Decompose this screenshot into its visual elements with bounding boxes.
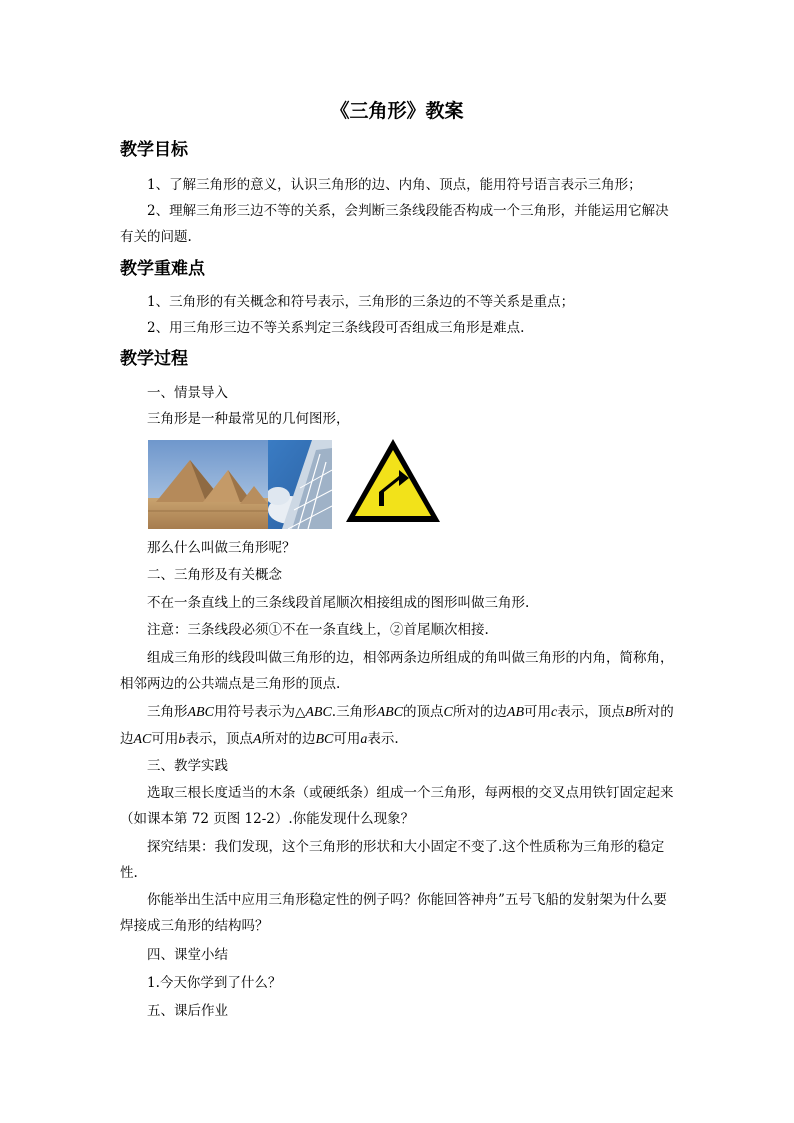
- part1-title: 一、情景导入: [147, 385, 228, 401]
- heading-key-points: 教学重难点: [120, 259, 205, 279]
- part4-item: 1.今天你学到了什么？: [147, 975, 282, 991]
- key-point-item-1: 1、三角形的有关概念和符号表示，三角形的三条边的不等关系是重点；: [147, 294, 575, 310]
- part2-definition: 不在一条直线上的三条线段首尾顺次相接组成的图形叫做三角形.: [147, 595, 530, 611]
- part2-title: 二、三角形及有关概念: [147, 567, 282, 583]
- part4-title: 四、课堂小结: [147, 947, 228, 963]
- document-title: 《三角形》教案: [330, 100, 464, 122]
- pyramids-photo: [148, 440, 270, 529]
- part3-question: 你能举出生活中应用三角形稳定性的例子吗？你能回答神舟”五号飞船的发射架为什么要焊接成三角形的结构吗？: [120, 892, 667, 934]
- heading-process: 教学过程: [120, 349, 188, 369]
- objective-item-2: 2、理解三角形三边不等的关系，会判断三条线段能否构成一个三角形，并能运用它解决有关的问题.: [120, 203, 669, 245]
- key-point-item-2: 2、用三角形三边不等关系判定三条线段可否组成三角形是难点.: [147, 320, 525, 336]
- glass-building-photo: [268, 440, 332, 529]
- part2-terms: 组成三角形的线段叫做三角形的边，相邻两条边所组成的角叫做三角形的内角，简称角，相邻两边的公共端点是三角形的顶点.: [120, 650, 674, 692]
- objective-item-1: 1、了解三角形的意义，认识三角形的边、内角、顶点，能用符号语言表示三角形；: [147, 177, 642, 193]
- part3-title: 三、教学实践: [147, 758, 228, 774]
- part1-text: 三角形是一种最常见的几何图形，: [147, 411, 350, 427]
- part3-result: 探究结果：我们发现，这个三角形的形状和大小固定不变了.这个性质称为三角形的稳定性.: [120, 839, 665, 881]
- part5-title: 五、课后作业: [147, 1003, 228, 1019]
- part1-question: 那么什么叫做三角形呢？: [147, 540, 296, 556]
- warning-sign: [343, 436, 443, 526]
- heading-objectives: 教学目标: [120, 140, 188, 160]
- part2-symbols: 三角形ABC用符号表示为△ABC.三角形ABC的顶点C所对的边AB可用c表示，顶点B所对的边AC可用b表示，顶点A所对的边BC可用a表示.: [120, 704, 674, 747]
- part2-note: 注意：三条线段必须①不在一条直线上，②首尾顺次相接.: [147, 622, 489, 638]
- part3-text: 选取三根长度适当的木条（或硬纸条）组成一个三角形，每两根的交叉点用铁钉固定起来（如课本第 72 页图 12-2）.你能发现什么现象？: [120, 785, 674, 827]
